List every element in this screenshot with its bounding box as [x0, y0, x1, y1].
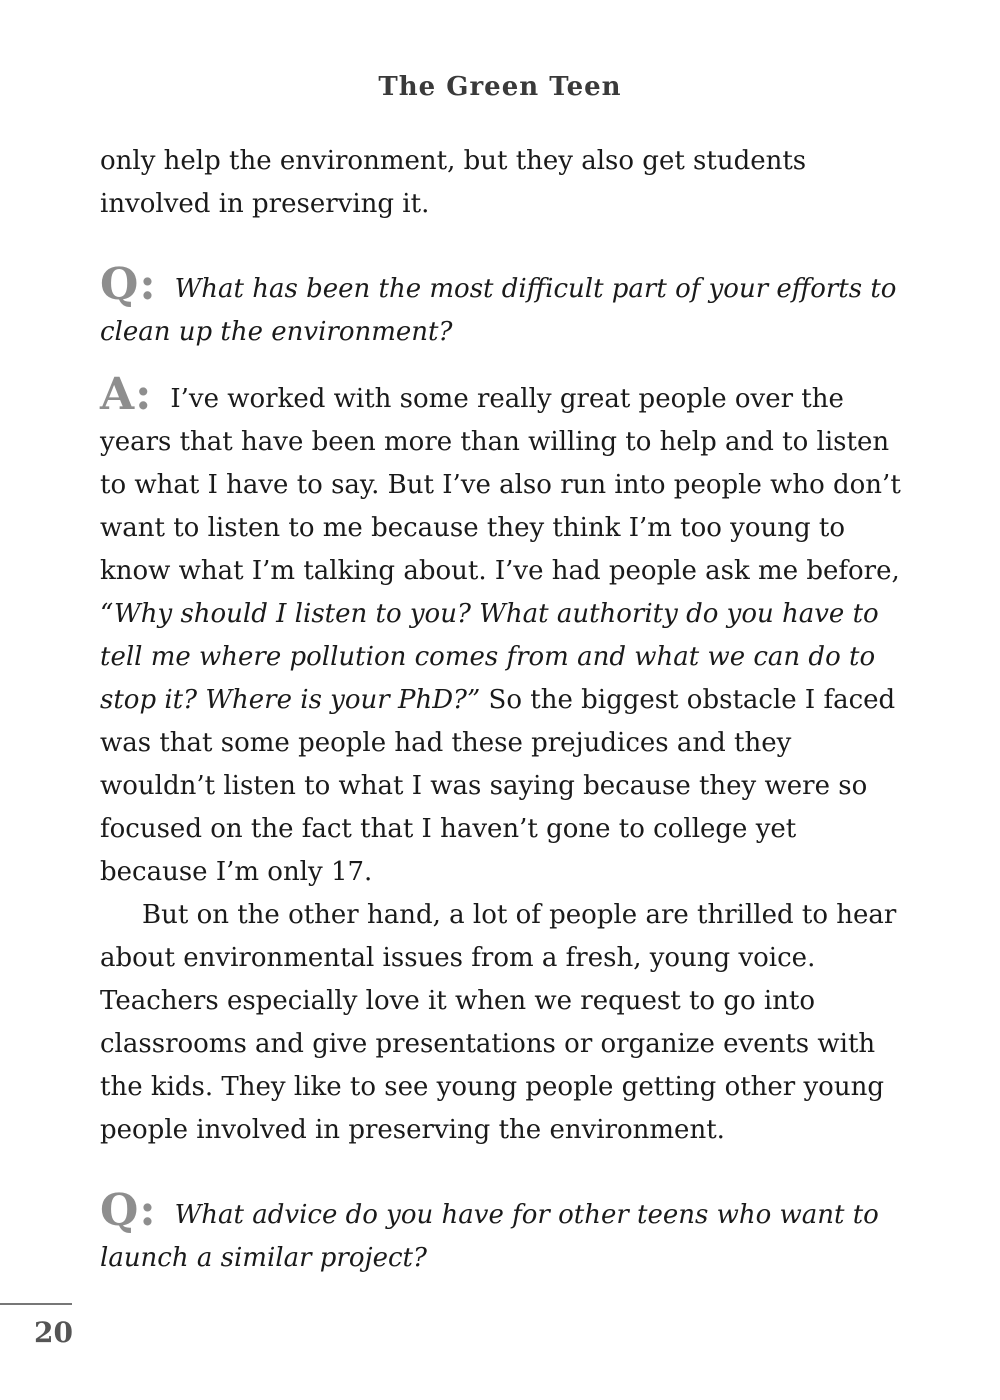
page-number: 20	[34, 1316, 73, 1349]
answer-1-text-part2: So the biggest obstacle I faced was that some people had these prejudices and they wouldn’t listen to what I was saying because they were so focused on the fact that I haven’t gone to college yet because I’m only 17.	[100, 685, 896, 887]
question-2-text: What advice do you have for other teens who want to launch a similar project?	[100, 1200, 879, 1273]
running-head-title: The Green Teen	[378, 72, 622, 102]
question-marker-2: Q:	[100, 1185, 157, 1236]
footer-rule	[0, 1303, 72, 1305]
answer-1-quote: “Why should I listen to you? What authority do you have to tell me where pollution comes from and what we can do to stop it? Where is your PhD?”	[100, 599, 879, 715]
question-1	[100, 259, 910, 354]
answer-1	[100, 369, 910, 894]
question-1-text: What has been the most difficult part of your efforts to clean up the environment?	[100, 274, 897, 347]
answer-1-paragraph-2: But on the other hand, a lot of people are thrilled to hear about environmental issues from a fresh, young voice. Teachers especially love it when we request to go into classrooms and give presentations or organize events with the kids. They like to see young people getting other young people involved in preserving the environment.	[100, 900, 897, 1145]
answer-1-text-part1: I’ve worked with some really great people over the years that have been more than willing to help and to listen to what I have to say. But I’ve also run into people who don’t want to listen to me because they think I’m too young to know what I’m talking about. I’ve had people ask me before,	[100, 384, 901, 586]
question-marker-1: Q:	[100, 259, 157, 310]
question-2	[100, 1185, 910, 1280]
answer-marker-1: A:	[100, 369, 153, 420]
page-body	[100, 140, 910, 1280]
intro-paragraph: only help the environment, but they also get students involved in preserving it.	[100, 146, 807, 219]
